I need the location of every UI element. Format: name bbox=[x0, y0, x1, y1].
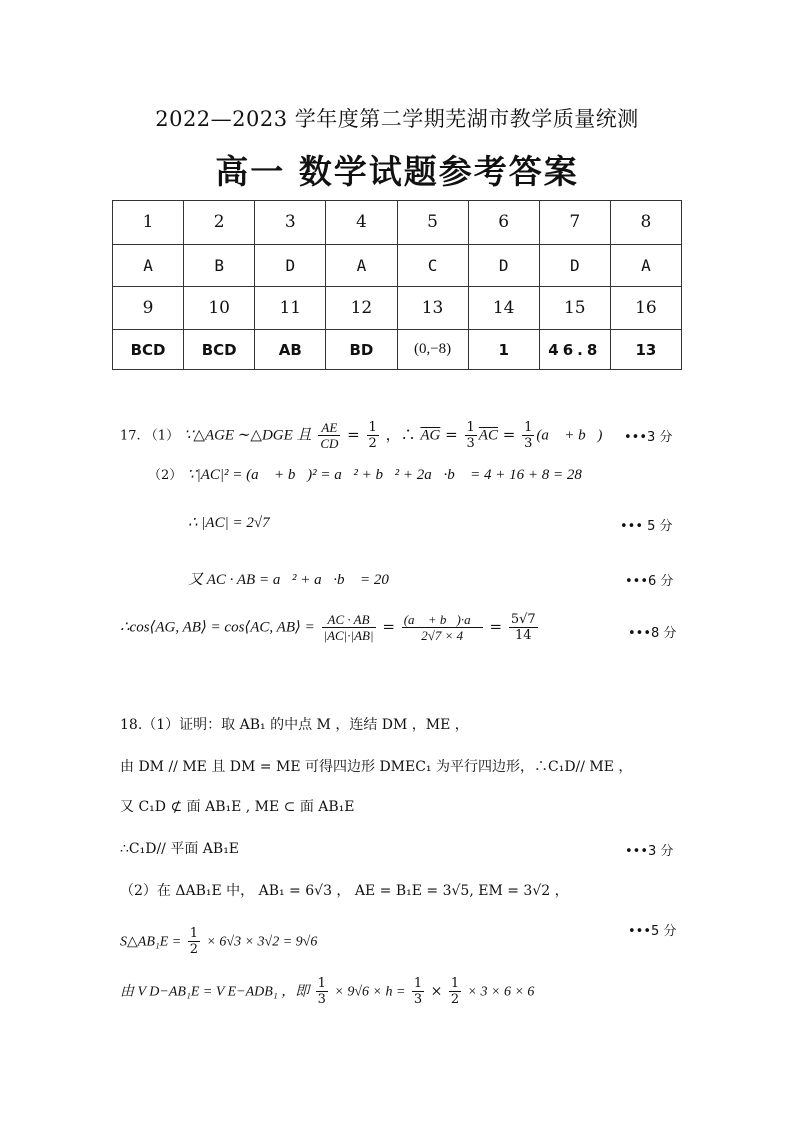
q17-label: 17. （1） bbox=[120, 428, 180, 444]
fraction-numerator: 1 bbox=[413, 976, 423, 991]
fraction-numerator: 1 bbox=[450, 976, 460, 991]
score-mark: ••• 5 分 bbox=[620, 519, 673, 534]
q17-ac-squared: ∵|AC|² = (a⃗ + b⃗)² = a⃗² + b⃗² + 2a⃗·b⃗ = 4 + 16 + 8 = 28， bbox=[187, 467, 594, 483]
times-sign: × bbox=[430, 983, 443, 1000]
document-subtitle: 高一 数学试题参考答案 bbox=[215, 152, 579, 191]
half-fraction bbox=[449, 976, 461, 1007]
q17-cosine bbox=[120, 612, 540, 643]
table-cell: BD bbox=[326, 330, 397, 370]
vector-sum: (a⃗ + b⃗) bbox=[536, 427, 603, 444]
fraction-denominator: 3 bbox=[466, 436, 475, 451]
table-cell: A bbox=[610, 244, 681, 286]
table-cell: 13 bbox=[610, 330, 681, 370]
table-row bbox=[113, 201, 682, 245]
q17-part1 bbox=[120, 420, 602, 451]
table-cell: 5 bbox=[397, 201, 468, 245]
therefore-text: ，∴ bbox=[385, 425, 416, 444]
q18-volume bbox=[120, 976, 534, 1007]
q18-line5: （2）在 ΔAB₁E 中， AB₁ = 6√3 ， AE = B₁E = 3√5, EM = 3√2 ， bbox=[120, 883, 569, 899]
table-row bbox=[113, 330, 682, 370]
table-cell: 4 bbox=[326, 201, 397, 245]
q18-line2: 由 DM // ME 且 DM = ME 可得四边形 DMEC₁ 为平行四边形，∴C₁D// ME ， bbox=[120, 759, 633, 775]
score-mark: •••3 分 bbox=[625, 844, 674, 859]
table-cell: A bbox=[113, 244, 184, 286]
q18-line1: 18.（1）证明：取 AB₁ 的中点 M ，连结 DM ，ME ， bbox=[120, 717, 469, 733]
table-cell: BCD bbox=[113, 330, 184, 370]
equals-sign: = bbox=[502, 425, 516, 444]
q17-sub-label: （2） bbox=[148, 468, 183, 483]
fraction-denominator: 2 bbox=[189, 942, 198, 957]
table-cell: 2 bbox=[184, 201, 255, 245]
document-title: 2022—2023 学年度第二学期芜湖市教学质量统测 bbox=[155, 107, 639, 131]
fraction-denominator: 3 bbox=[413, 992, 423, 1007]
table-cell: 1 bbox=[468, 330, 539, 370]
table-cell: 14 bbox=[468, 286, 539, 330]
fraction-numerator: 1 bbox=[189, 926, 198, 941]
table-cell: A bbox=[326, 244, 397, 286]
q17-ac-length: ∴ |AC| = 2√7 bbox=[188, 515, 270, 531]
equals-sign: = bbox=[445, 425, 458, 444]
table-cell: 10 bbox=[184, 286, 255, 330]
table-row bbox=[113, 244, 682, 286]
volume-equation: 由 V D−AB₁E = V E−ADB₁ ，即 bbox=[120, 984, 310, 1000]
equals-sign: = bbox=[489, 617, 503, 636]
fraction-denominator: 2√7 × 4 bbox=[421, 628, 464, 643]
table-cell: (0,−8) bbox=[397, 330, 468, 370]
area-value: × 6√3 × 3√2 = 9√6 bbox=[206, 934, 318, 950]
equals-sign: = bbox=[382, 617, 395, 636]
q17-similar-triangles: ∵△AGE ∼△DGE 且 bbox=[183, 427, 312, 444]
fraction-numerator: AC · AB bbox=[322, 612, 376, 628]
score-mark: •••6 分 bbox=[625, 574, 674, 589]
table-cell: 15 bbox=[539, 286, 610, 330]
table-row bbox=[113, 286, 682, 330]
table-cell: 6 bbox=[468, 201, 539, 245]
area-label: S△AB₁E = bbox=[120, 934, 182, 950]
vector-ac: $\overline{AC}$ bbox=[478, 427, 498, 444]
table-cell: BCD bbox=[184, 330, 255, 370]
half-fraction bbox=[367, 420, 379, 451]
score-mark: •••5 分 bbox=[628, 924, 677, 939]
table-cell: 7 bbox=[539, 201, 610, 245]
fraction-numerator: (a⃗ + b⃗)·a⃗ bbox=[403, 612, 481, 627]
table-cell: C bbox=[397, 244, 468, 286]
fraction-numerator: AE bbox=[318, 420, 340, 436]
table-cell: 1 bbox=[113, 201, 184, 245]
fraction-numerator: 1 bbox=[368, 420, 377, 435]
q17-part2 bbox=[148, 464, 594, 484]
fraction-numerator: 1 bbox=[466, 420, 475, 435]
third-fraction bbox=[522, 420, 534, 451]
score-mark: •••3 分 bbox=[624, 430, 673, 445]
table-cell: 13 bbox=[397, 286, 468, 330]
table-cell: 8 bbox=[610, 201, 681, 245]
fraction-denominator: 3 bbox=[317, 992, 326, 1007]
fraction-denominator: 3 bbox=[524, 436, 533, 451]
equals-sign: = bbox=[347, 425, 360, 444]
fraction-denominator: 14 bbox=[515, 628, 532, 643]
table-cell: D bbox=[468, 244, 539, 286]
cosine-result bbox=[509, 612, 538, 643]
fraction-denominator: 2 bbox=[368, 436, 377, 451]
fraction-denominator: CD bbox=[320, 436, 339, 451]
score-mark: •••8 分 bbox=[628, 626, 677, 641]
ratio-fraction bbox=[318, 420, 340, 451]
cosine-fraction bbox=[402, 612, 483, 643]
table-cell: B bbox=[184, 244, 255, 286]
cosine-fraction bbox=[322, 612, 376, 643]
vector-ag: $\overline{AG}$ bbox=[420, 427, 441, 444]
fraction-numerator: 1 bbox=[524, 420, 533, 435]
table-cell: AB bbox=[255, 330, 326, 370]
q17-dot-product: 又 AC · AB = a⃗² + a⃗·b⃗ = 20 bbox=[188, 572, 389, 588]
table-cell: 46.8 bbox=[539, 330, 610, 370]
table-cell: D bbox=[539, 244, 610, 286]
fraction-numerator: 5√7 bbox=[510, 612, 536, 627]
volume-right: × 3 × 6 × 6 bbox=[467, 984, 535, 1000]
fraction-denominator: |AC|·|AB| bbox=[323, 628, 374, 643]
third-fraction bbox=[412, 976, 424, 1007]
third-fraction bbox=[465, 420, 477, 451]
half-fraction bbox=[188, 926, 200, 957]
volume-left: × 9√6 × h = bbox=[334, 984, 406, 1000]
table-cell: 3 bbox=[255, 201, 326, 245]
cosine-expression: ∴cos⟨AG, AB⟩ = cos⟨AC, AB⟩ = bbox=[120, 619, 315, 636]
q18-line4: ∴C₁D// 平面 AB₁E bbox=[120, 841, 240, 857]
q18-area bbox=[120, 926, 317, 957]
fraction-numerator: 1 bbox=[317, 976, 326, 991]
q18-line3: 又 C₁D ⊄ 面 AB₁E , ME ⊂ 面 AB₁E bbox=[120, 799, 355, 815]
fraction-denominator: 2 bbox=[450, 992, 460, 1007]
table-cell: 12 bbox=[326, 286, 397, 330]
table-cell: 11 bbox=[255, 286, 326, 330]
third-fraction bbox=[316, 976, 328, 1007]
table-cell: D bbox=[255, 244, 326, 286]
answer-table bbox=[112, 200, 682, 370]
table-cell: 9 bbox=[113, 286, 184, 330]
table-cell: 16 bbox=[610, 286, 681, 330]
